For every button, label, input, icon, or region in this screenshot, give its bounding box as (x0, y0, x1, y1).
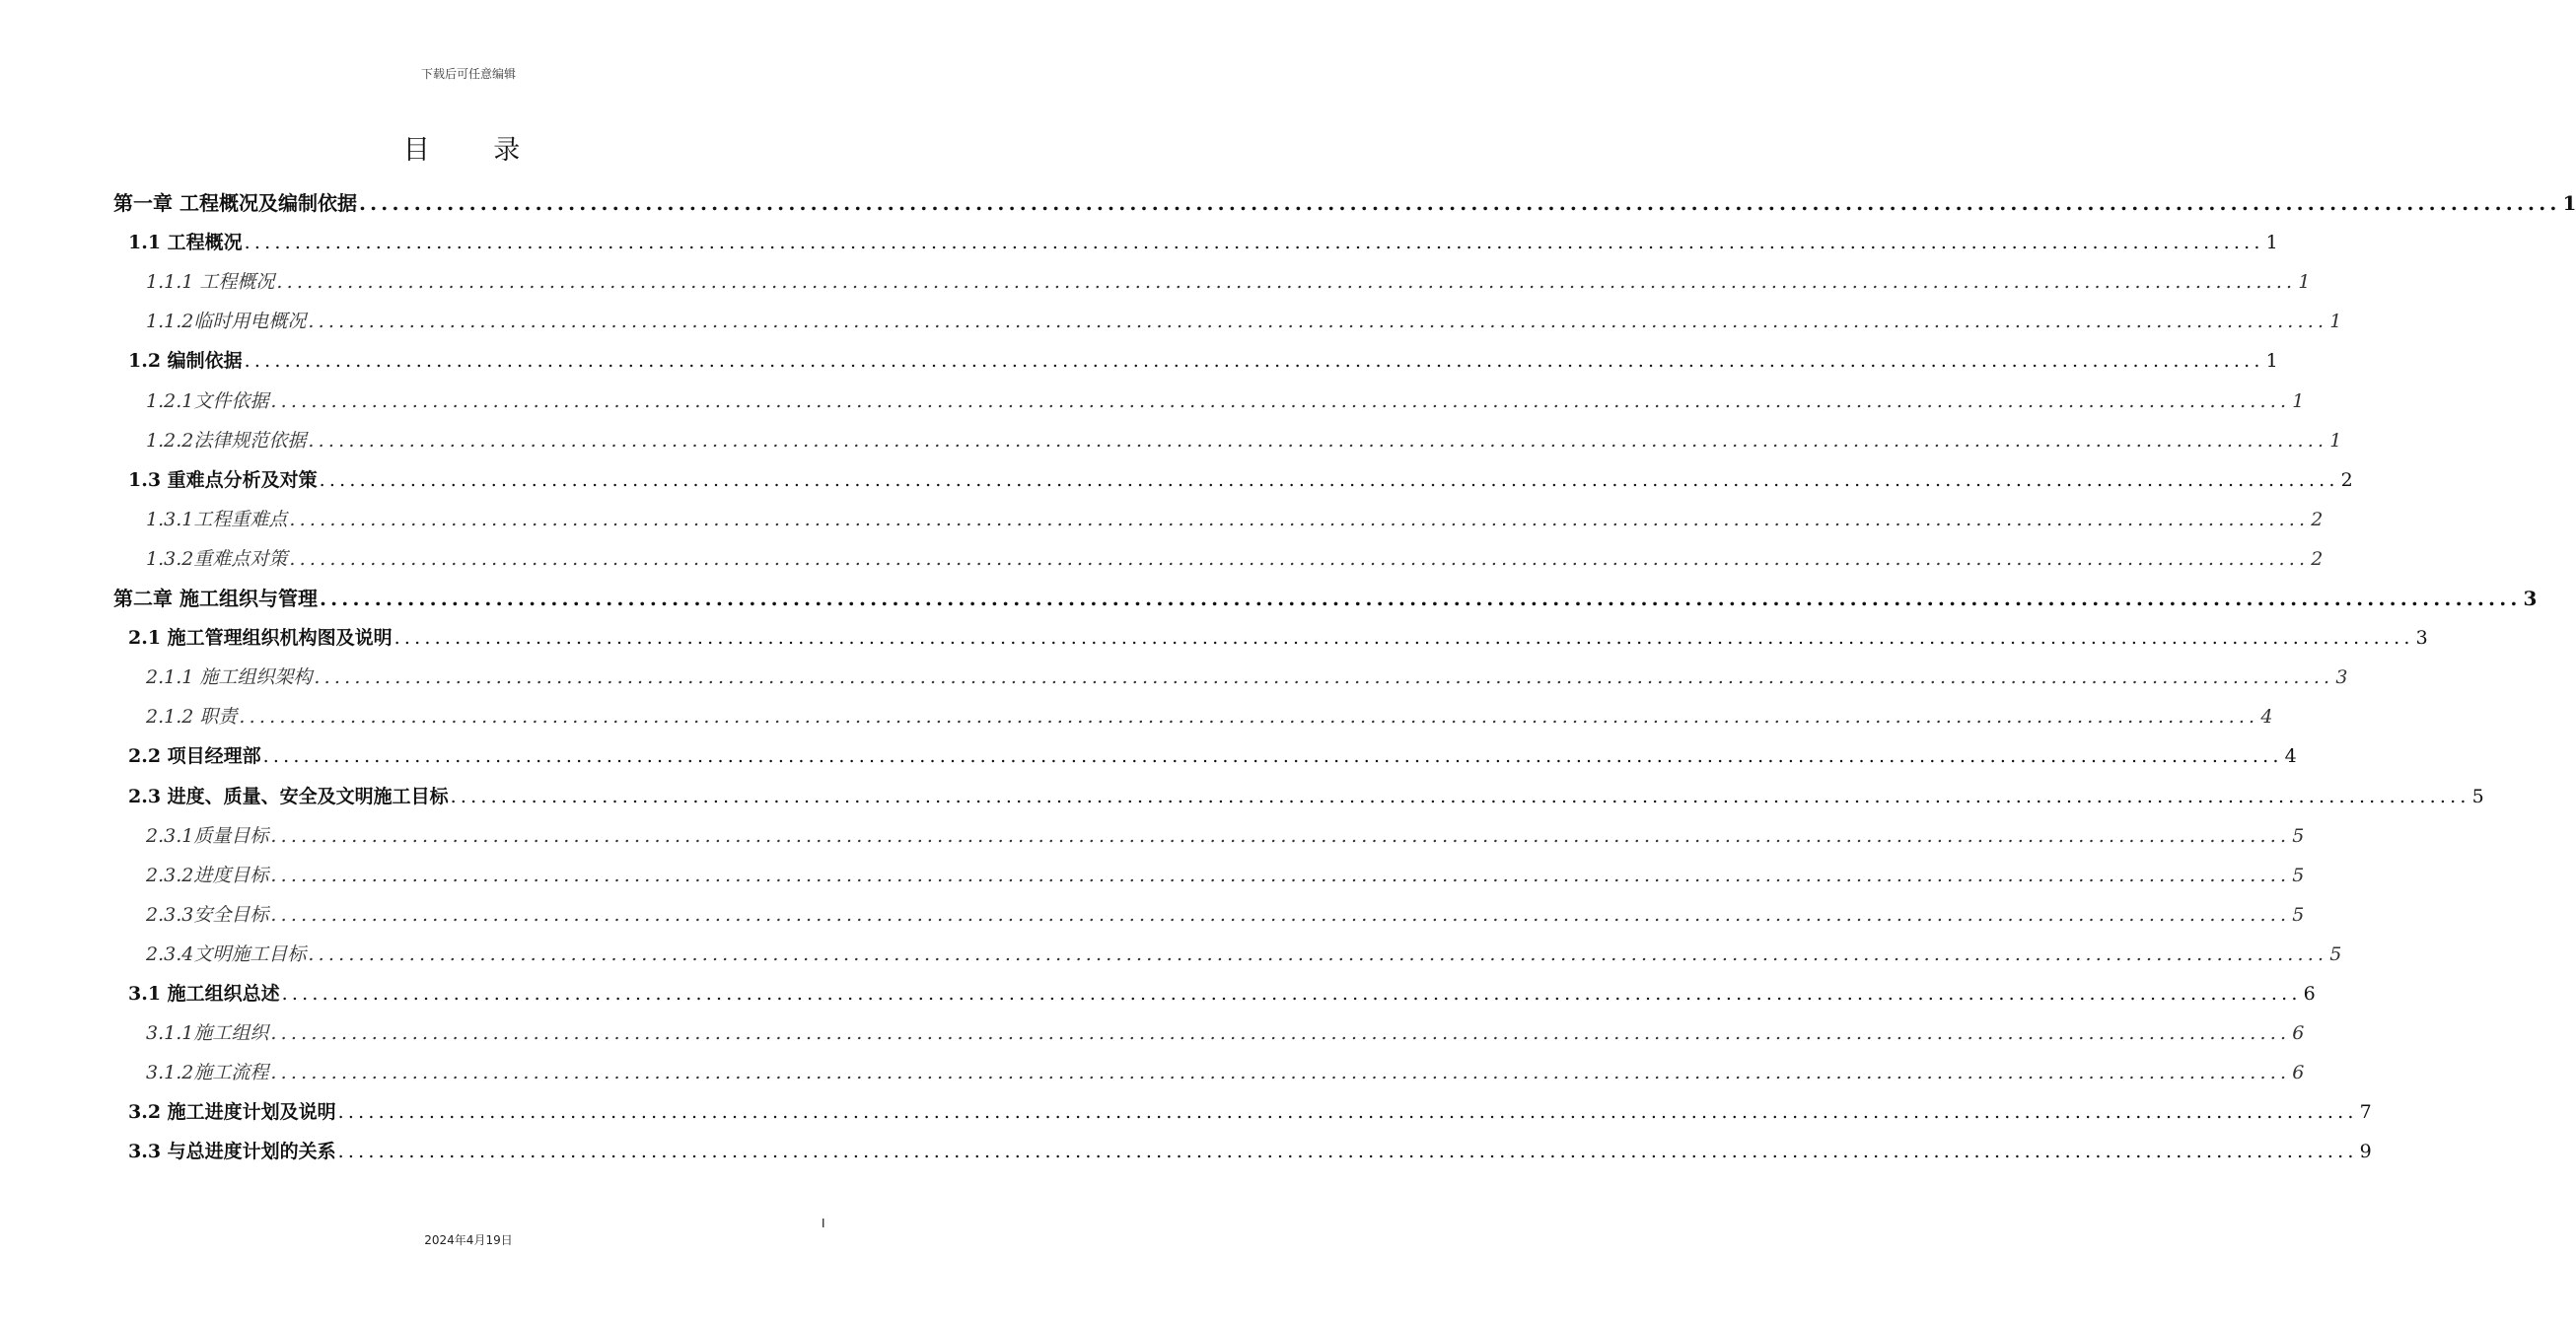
toc-entry[interactable] (128, 736, 2297, 776)
toc-entry-page: 5 (2471, 785, 2484, 807)
toc-dot-leader: ........................................................................................................................................................................................................ (270, 903, 2291, 926)
toc-entry-label: 1.1 工程概况 (128, 232, 243, 254)
toc-entry-page: 3 (2415, 627, 2428, 650)
toc-entry-label: 3.2 施工进度计划及说明 (128, 1101, 336, 1124)
toc-dot-leader: ........................................................................................................................................................................................................ (314, 666, 2334, 689)
toc-dot-leader: ........................................................................................................................................................................................................ (358, 191, 2561, 215)
toc-entry-page: 1 (2562, 191, 2576, 215)
toc-entry-label: 2.3.4文明施工目标 (146, 942, 307, 965)
toc-entry-page: 1 (2329, 429, 2342, 452)
toc-entry-page: 7 (2359, 1101, 2372, 1124)
toc-dot-leader: ........................................................................................................................................................................................................ (337, 1141, 2358, 1163)
page-number: I (822, 1217, 825, 1230)
toc-entry-page: 9 (2359, 1141, 2372, 1163)
toc-entry-label: 2.3.2进度目标 (146, 864, 269, 886)
toc-entry-page: 1 (2265, 350, 2278, 373)
toc-entry[interactable] (128, 1132, 2372, 1171)
toc-entry-page: 1 (2292, 389, 2305, 412)
toc-entry[interactable] (113, 579, 2538, 618)
page-header: 下载后可任意编辑 (420, 67, 516, 81)
toc-entry-label: 1.3.2重难点对策 (146, 547, 288, 570)
toc-dot-leader: ........................................................................................................................................................................................................ (270, 864, 2291, 886)
toc-entry[interactable] (146, 1053, 2305, 1092)
toc-entry-page: 3 (2335, 666, 2348, 689)
toc-entry[interactable] (146, 382, 2305, 421)
toc-dot-leader: ........................................................................................................................................................................................................ (239, 706, 2259, 729)
toc-dot-leader: ........................................................................................................................................................................................................ (281, 983, 2302, 1005)
toc-dot-leader: ........................................................................................................................................................................................................ (337, 1101, 2358, 1124)
toc-dot-leader: ........................................................................................................................................................................................................ (289, 508, 2310, 530)
toc-entry-label: 3.1.2施工流程 (146, 1062, 269, 1084)
toc-entry[interactable] (146, 658, 2348, 697)
toc-entry-page: 6 (2303, 983, 2316, 1005)
toc-dot-leader: ........................................................................................................................................................................................................ (276, 271, 2297, 294)
toc-entry[interactable] (128, 618, 2428, 658)
toc-entry-page: 1 (2298, 271, 2311, 294)
toc-entry-page: 6 (2292, 1062, 2305, 1084)
toc-dot-leader: ........................................................................................................................................................................................................ (244, 232, 2264, 254)
toc-entry-label: 2.1 施工管理组织机构图及说明 (128, 627, 393, 650)
toc-entry-page: 2 (2340, 468, 2353, 491)
toc-entry-page: 5 (2292, 903, 2305, 926)
toc-entry-page: 5 (2329, 942, 2342, 965)
toc-entry-label: 1.2 编制依据 (128, 350, 243, 373)
toc-dot-leader: ........................................................................................................................................................................................................ (270, 389, 2291, 412)
toc-entry-label: 2.2 项目经理部 (128, 745, 261, 768)
toc-entry[interactable] (128, 1092, 2372, 1132)
toc-entry[interactable] (128, 460, 2353, 500)
toc-entry-page: 1 (2265, 232, 2278, 254)
toc-entry-label: 2.3 进度、质量、安全及文明施工目标 (128, 785, 449, 807)
toc-dot-leader: ........................................................................................................................................................................................................ (308, 429, 2328, 452)
toc-entry-label: 3.1.1施工组织 (146, 1022, 269, 1045)
toc-entry[interactable] (146, 856, 2305, 895)
toc-entry-label: 3.1 施工组织总述 (128, 983, 280, 1005)
toc-entry[interactable] (146, 1013, 2305, 1053)
toc-dot-leader: ........................................................................................................................................................................................................ (270, 1022, 2291, 1045)
toc-dot-leader: ........................................................................................................................................................................................................ (244, 350, 2264, 373)
toc-dot-leader: ........................................................................................................................................................................................................ (394, 627, 2414, 650)
toc-entry-page: 2 (2311, 508, 2324, 530)
toc-entry-label: 2.3.3安全目标 (146, 903, 269, 926)
toc-entry[interactable] (128, 974, 2316, 1013)
page-title: 目 录 (402, 135, 548, 166)
toc-dot-leader: ........................................................................................................................................................................................................ (308, 311, 2328, 333)
toc-entry-label: 2.3.1质量目标 (146, 824, 269, 847)
toc-entry[interactable] (128, 777, 2484, 816)
toc-entry-page: 4 (2260, 706, 2273, 729)
toc-entry-page: 3 (2523, 587, 2538, 610)
toc-entry[interactable] (146, 539, 2324, 579)
toc-entry[interactable] (128, 341, 2278, 381)
toc-dot-leader: ........................................................................................................................................................................................................ (262, 745, 2283, 768)
toc-entry[interactable] (146, 302, 2342, 341)
toc-entry[interactable] (146, 935, 2342, 974)
toc-entry[interactable] (146, 500, 2324, 539)
toc-entry-page: 4 (2284, 745, 2297, 768)
toc-entry-label: 第一章 工程概况及编制依据 (113, 191, 357, 215)
toc-entry-label: 2.1.2 职责 (146, 706, 238, 729)
toc-entry-page: 5 (2292, 824, 2305, 847)
toc-entry-label: 3.3 与总进度计划的关系 (128, 1141, 336, 1163)
toc-dot-leader: ........................................................................................................................................................................................................ (319, 587, 2522, 610)
toc-dot-leader: ........................................................................................................................................................................................................ (289, 547, 2310, 570)
toc-entry[interactable] (128, 223, 2278, 262)
toc-entry[interactable] (146, 262, 2311, 302)
toc-entry[interactable] (146, 421, 2342, 460)
toc-dot-leader: ........................................................................................................................................................................................................ (319, 468, 2339, 491)
toc-entry-label: 1.2.1文件依据 (146, 389, 269, 412)
toc-entry-label: 第二章 施工组织与管理 (113, 587, 318, 610)
footer-date: 2024年4月19日 (424, 1233, 513, 1247)
toc-entry-label: 1.3.1工程重难点 (146, 508, 288, 530)
toc-entry-label: 1.1.2临时用电概况 (146, 311, 307, 333)
toc-entry-page: 2 (2311, 547, 2324, 570)
toc-entry[interactable] (146, 816, 2305, 856)
toc-entry-page: 1 (2329, 311, 2342, 333)
toc-entry-label: 1.1.1 工程概况 (146, 271, 275, 294)
toc-entry-page: 5 (2292, 864, 2305, 886)
toc-dot-leader: ........................................................................................................................................................................................................ (450, 785, 2470, 807)
toc-entry[interactable] (113, 183, 2576, 223)
toc-entry[interactable] (146, 895, 2305, 935)
toc-entry[interactable] (146, 697, 2273, 736)
toc-entry-page: 6 (2292, 1022, 2305, 1045)
toc-entry-label: 1.2.2法律规范依据 (146, 429, 307, 452)
toc-dot-leader: ........................................................................................................................................................................................................ (308, 942, 2328, 965)
toc-entry-label: 1.3 重难点分析及对策 (128, 468, 318, 491)
toc-entry-label: 2.1.1 施工组织架构 (146, 666, 313, 689)
toc-dot-leader: ........................................................................................................................................................................................................ (270, 824, 2291, 847)
toc-dot-leader: ........................................................................................................................................................................................................ (270, 1062, 2291, 1084)
